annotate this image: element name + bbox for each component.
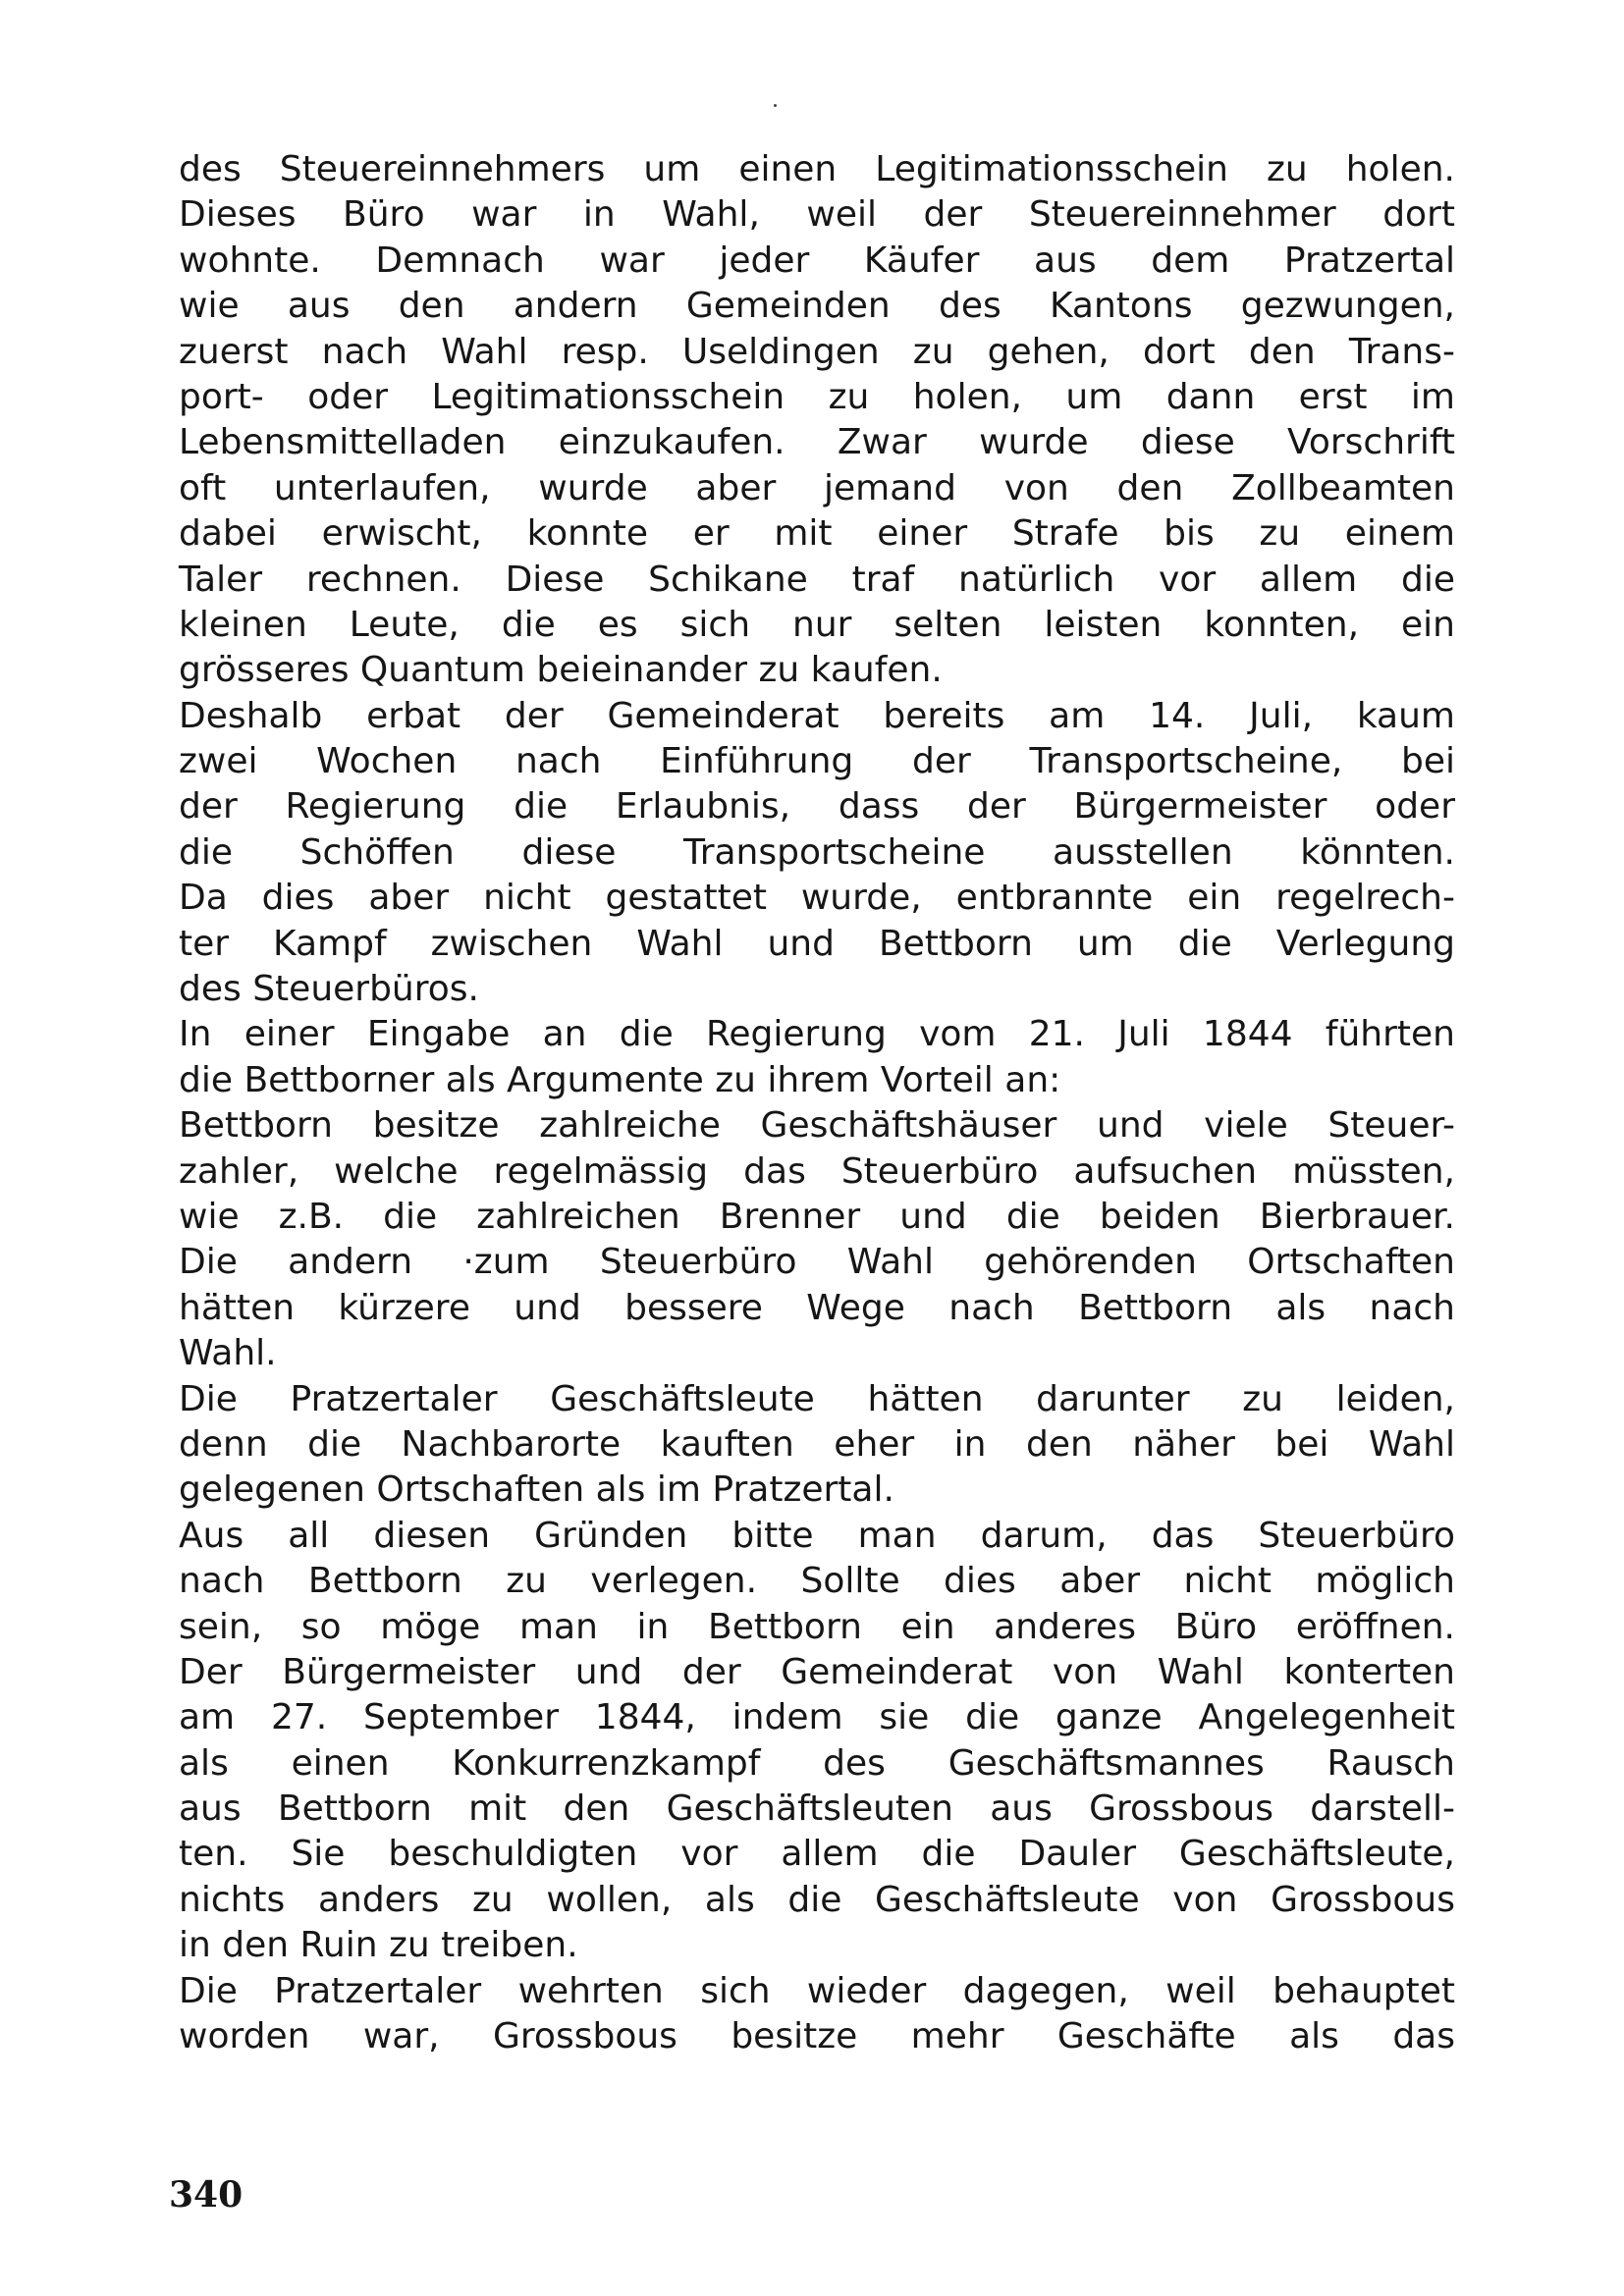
text-line: Die Pratzertaler Geschäftsleute hätten darunter zu leiden,	[179, 1378, 1455, 1419]
text-line: wie aus den andern Gemeinden des Kantons gezwungen,	[179, 286, 1455, 327]
text-line: Wahl.	[179, 1333, 277, 1374]
text-line: Lebensmittelladen einzukaufen. Zwar wurde diese Vorschrift	[179, 422, 1455, 463]
text-line: wie z.B. die zahlreichen Brenner und die beiden Bierbrauer.	[179, 1196, 1455, 1237]
text-line: am 27. September 1844, indem sie die ganze Angelegenheit	[179, 1697, 1455, 1738]
text-line: hätten kürzere und bessere Wege nach Bettborn als nach	[179, 1287, 1455, 1328]
page-number: 340	[169, 2174, 244, 2216]
text-line: sein, so möge man in Bettborn ein anderes Büro eröffnen.	[179, 1606, 1455, 1647]
text-line: des Steuereinnehmers um einen Legitimationsschein zu holen.	[179, 149, 1455, 189]
text-line: dabei erwischt, konnte er mit einer Strafe bis zu einem	[179, 513, 1455, 555]
body-text	[179, 147, 1455, 2059]
text-line: ter Kampf zwischen Wahl und Bettborn um die Verlegung	[179, 923, 1455, 964]
text-line: gelegenen Ortschaften als im Pratzertal.	[179, 1469, 894, 1511]
text-line: nichts anders zu wollen, als die Geschäftsleute von Grossbous	[179, 1879, 1455, 1920]
text-line: nach Bettborn zu verlegen. Sollte dies aber nicht möglich	[179, 1561, 1455, 1602]
text-line: Die Pratzertaler wehrten sich wieder dagegen, weil behauptet	[179, 1970, 1455, 2011]
text-line: zwei Wochen nach Einführung der Transportscheine, bei	[179, 741, 1455, 782]
text-line: Da dies aber nicht gestattet wurde, entbrannte ein regelrech-	[179, 878, 1455, 919]
text-line: Aus all diesen Gründen bitte man darum, das Steuerbüro	[179, 1515, 1455, 1556]
text-line: die Bettborner als Argumente zu ihrem Vorteil an:	[179, 1059, 1061, 1100]
text-line: Dieses Büro war in Wahl, weil der Steuereinnehmer dort	[179, 194, 1455, 236]
text-line: Taler rechnen. Diese Schikane traf natürlich vor allem die	[179, 559, 1455, 600]
text-line: kleinen Leute, die es sich nur selten leisten konnten, ein	[179, 604, 1455, 645]
text-line: Deshalb erbat der Gemeinderat bereits am 14. Juli, kaum	[179, 695, 1455, 736]
text-line: oft unterlaufen, wurde aber jemand von den Zollbeamten	[179, 467, 1455, 508]
print-speck	[774, 104, 777, 107]
text-line: des Steuerbüros.	[179, 969, 479, 1010]
text-line: Bettborn besitze zahlreiche Geschäftshäuser und viele Steuer-	[179, 1105, 1455, 1147]
text-line: grösseres Quantum beieinander zu kaufen.	[179, 650, 943, 691]
text-line: die Schöffen diese Transportscheine ausstellen könnten.	[179, 831, 1455, 873]
text-line: wohnte. Demnach war jeder Käufer aus dem Pratzertal	[179, 240, 1455, 281]
text-line: ten. Sie beschuldigten vor allem die Dauler Geschäftsleute,	[179, 1834, 1455, 1875]
text-line: Die andern ·zum Steuerbüro Wahl gehörenden Ortschaften	[179, 1242, 1455, 1283]
text-line: in den Ruin zu treiben.	[179, 1925, 578, 1966]
text-line: Der Bürgermeister und der Gemeinderat von Wahl konterten	[179, 1651, 1455, 1692]
text-line: zuerst nach Wahl resp. Useldingen zu gehen, dort den Trans-	[179, 331, 1455, 372]
text-line: denn die Nachbarorte kauften eher in den näher bei Wahl	[179, 1423, 1455, 1465]
text-line: zahler, welche regelmässig das Steuerbüro aufsuchen müssten,	[179, 1150, 1455, 1192]
text-line: der Regierung die Erlaubnis, dass der Bürgermeister oder	[179, 786, 1455, 828]
text-line: In einer Eingabe an die Regierung vom 21. Juli 1844 führten	[179, 1014, 1455, 1055]
text-line: als einen Konkurrenzkampf des Geschäftsmannes Rausch	[179, 1742, 1455, 1784]
text-line: worden war, Grossbous besitze mehr Geschäfte als das	[179, 2016, 1455, 2057]
text-line: port- oder Legitimationsschein zu holen, um dann erst im	[179, 376, 1455, 417]
text-line: aus Bettborn mit den Geschäftsleuten aus Grossbous darstell-	[179, 1789, 1455, 1830]
